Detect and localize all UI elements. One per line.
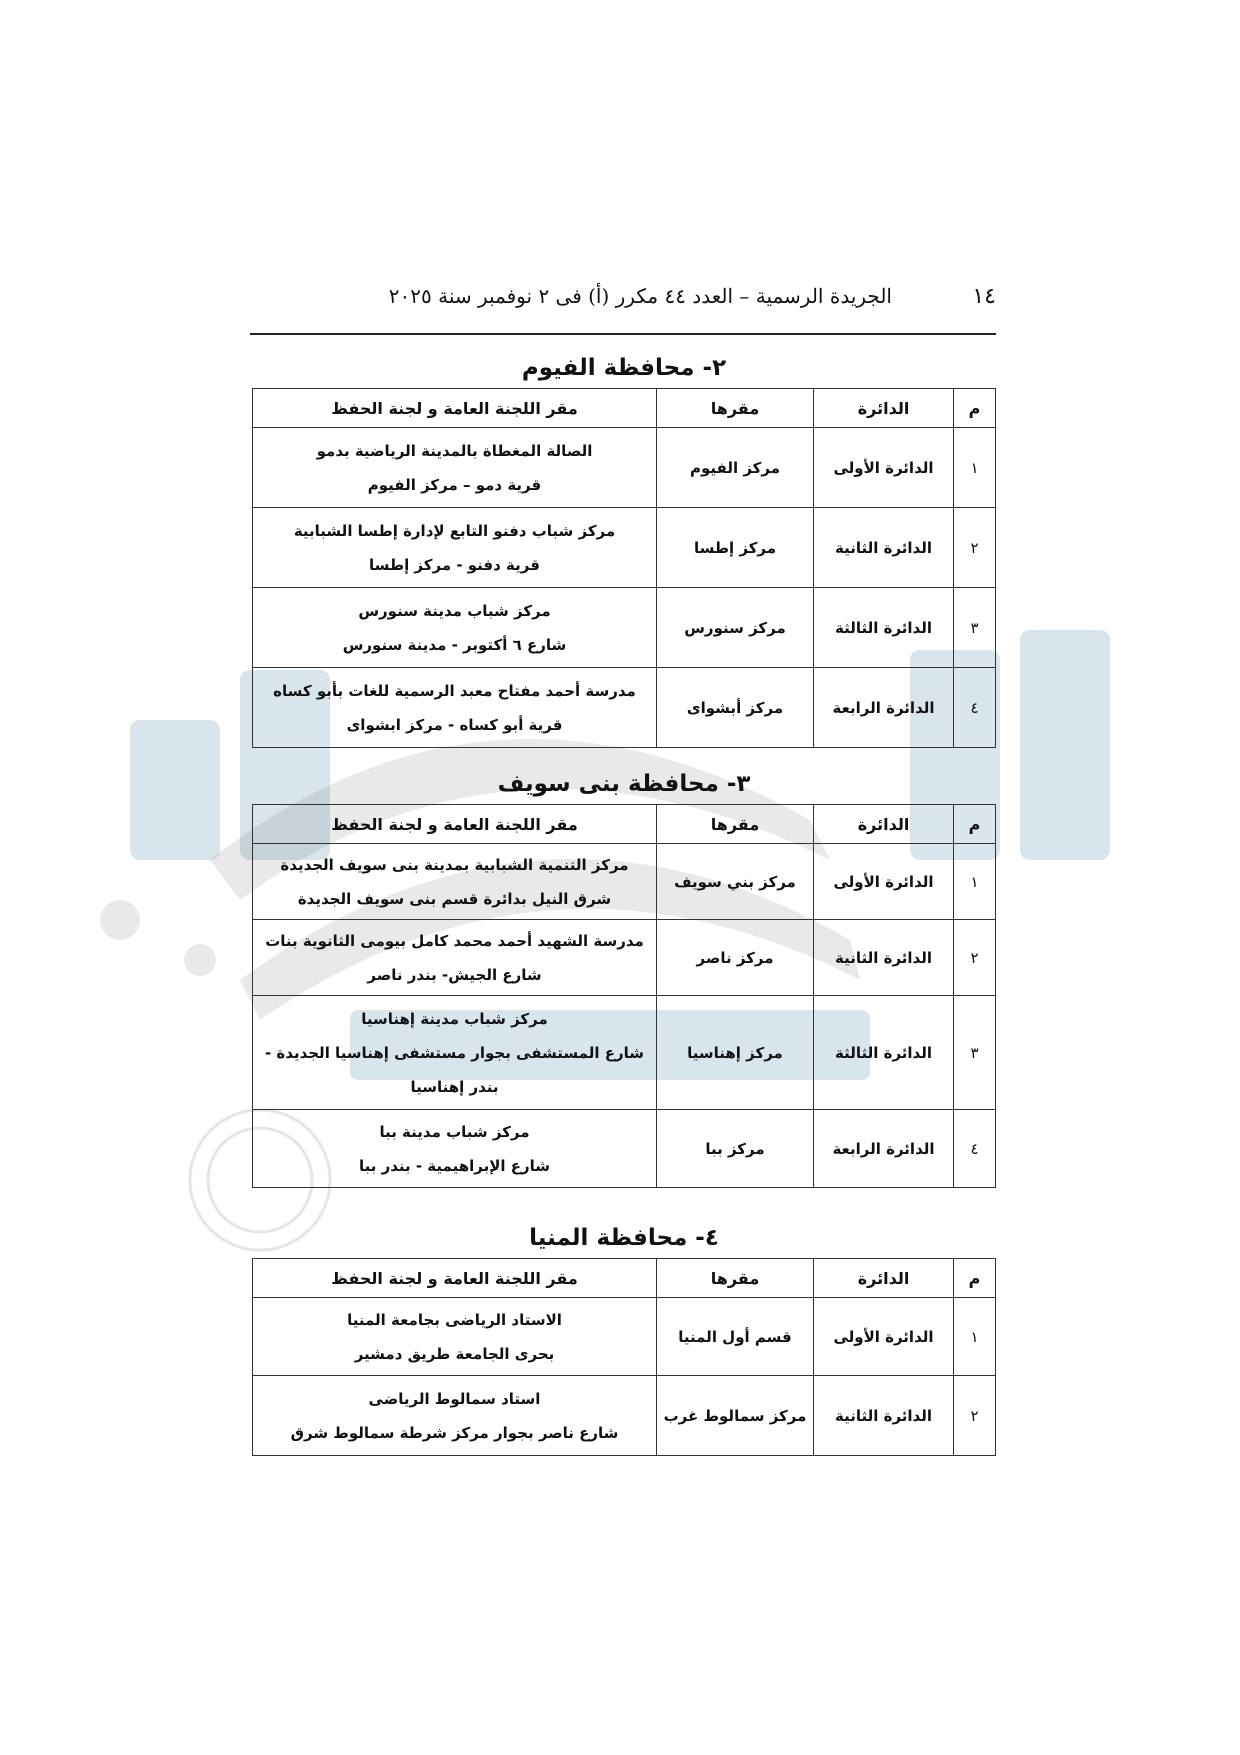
row-committee bbox=[253, 508, 657, 588]
row-committee bbox=[253, 1298, 657, 1376]
section-fayoum bbox=[252, 350, 996, 748]
row-committee bbox=[253, 920, 657, 996]
committee-line: قرية أبو كساه - مركز ابشواى bbox=[346, 715, 563, 734]
col-header-seat: مقرها bbox=[657, 389, 814, 428]
row-num: ٢ bbox=[954, 1376, 996, 1456]
districts-table bbox=[252, 1258, 996, 1456]
districts-table bbox=[252, 804, 996, 1188]
table-row bbox=[253, 996, 996, 1110]
running-title: الجريدة الرسمية – العدد ٤٤ مكرر (أ) فى ٢ نوفمبر سنة ٢٠٢٥ bbox=[388, 284, 892, 308]
committee-line: شارع ٦ أكتوبر - مدينة سنورس bbox=[342, 635, 567, 654]
col-header-committee: مقر اللجنة العامة و لجنة الحفظ bbox=[253, 389, 657, 428]
row-num: ٢ bbox=[954, 920, 996, 996]
row-seat: مركز سمالوط غرب bbox=[657, 1376, 814, 1456]
page-header bbox=[250, 284, 996, 320]
section-beni-suef bbox=[252, 766, 996, 1188]
row-district: الدائرة الثانية bbox=[814, 508, 954, 588]
committee-line: شارع المستشفى بجوار مستشفى إهناسيا الجديدة - bbox=[264, 1043, 644, 1062]
committee-line: استاد سمالوط الرياضى bbox=[368, 1389, 541, 1408]
row-district: الدائرة الثانية bbox=[814, 920, 954, 996]
row-committee bbox=[253, 844, 657, 920]
table-row bbox=[253, 844, 996, 920]
page-number: ١٤ bbox=[972, 284, 996, 309]
row-num: ١ bbox=[954, 1298, 996, 1376]
table-row bbox=[253, 508, 996, 588]
committee-line: مركز شباب مدينة إهناسيا bbox=[361, 1009, 548, 1028]
row-num: ٤ bbox=[954, 668, 996, 748]
table-header-row bbox=[253, 389, 996, 428]
committee-line: مركز شباب مدينة ببا bbox=[379, 1122, 530, 1141]
table-header-row bbox=[253, 1259, 996, 1298]
committee-line: الصالة المغطاة بالمدينة الرياضية بدمو bbox=[316, 441, 593, 460]
row-seat: مركز إطسا bbox=[657, 508, 814, 588]
col-header-district: الدائرة bbox=[814, 389, 954, 428]
committee-line: شرق النيل بدائرة قسم بنى سويف الجديدة bbox=[297, 889, 612, 908]
row-committee bbox=[253, 428, 657, 508]
section-minya bbox=[252, 1220, 996, 1456]
table-row bbox=[253, 1110, 996, 1188]
committee-line: قرية دفنو - مركز إطسا bbox=[369, 555, 540, 574]
row-committee bbox=[253, 1110, 657, 1188]
row-committee bbox=[253, 996, 657, 1110]
committee-line: قرية دمو – مركز الفيوم bbox=[367, 475, 542, 494]
row-district: الدائرة الأولى bbox=[814, 1298, 954, 1376]
table-row bbox=[253, 588, 996, 668]
col-header-committee: مقر اللجنة العامة و لجنة الحفظ bbox=[253, 805, 657, 844]
row-num: ٤ bbox=[954, 1110, 996, 1188]
committee-line: مركز شباب دفنو التابع لإدارة إطسا الشبابية bbox=[293, 521, 616, 540]
row-seat: مركز الفيوم bbox=[657, 428, 814, 508]
row-seat: مركز بني سويف bbox=[657, 844, 814, 920]
row-num: ٣ bbox=[954, 996, 996, 1110]
col-header-seat: مقرها bbox=[657, 805, 814, 844]
row-seat: مركز ناصر bbox=[657, 920, 814, 996]
committee-line: شارع الإبراهيمية - بندر ببا bbox=[358, 1156, 551, 1175]
row-num: ١ bbox=[954, 428, 996, 508]
row-district: الدائرة الرابعة bbox=[814, 668, 954, 748]
table-row bbox=[253, 668, 996, 748]
row-district: الدائرة الأولى bbox=[814, 844, 954, 920]
table-row bbox=[253, 428, 996, 508]
section-title: ٣- محافظة بنى سويف bbox=[497, 771, 751, 797]
row-committee bbox=[253, 1376, 657, 1456]
row-seat: مركز سنورس bbox=[657, 588, 814, 668]
row-committee bbox=[253, 668, 657, 748]
districts-table bbox=[252, 388, 996, 748]
section-title: ٢- محافظة الفيوم bbox=[521, 355, 727, 381]
header-divider bbox=[250, 333, 996, 335]
col-header-district: الدائرة bbox=[814, 1259, 954, 1298]
committee-line: مدرسة الشهيد أحمد محمد كامل بيومى الثانوية بنات bbox=[265, 931, 644, 950]
table-row bbox=[253, 1376, 996, 1456]
row-seat: مركز ببا bbox=[657, 1110, 814, 1188]
col-header-num: م bbox=[954, 1259, 996, 1298]
committee-line: مركز شباب مدينة سنورس bbox=[358, 601, 551, 620]
committee-line: بندر إهناسيا bbox=[410, 1077, 499, 1096]
row-district: الدائرة الأولى bbox=[814, 428, 954, 508]
col-header-district: الدائرة bbox=[814, 805, 954, 844]
table-row bbox=[253, 920, 996, 996]
committee-line: شارع ناصر بجوار مركز شرطة سمالوط شرق bbox=[290, 1423, 619, 1442]
row-district: الدائرة الرابعة bbox=[814, 1110, 954, 1188]
committee-line: مدرسة أحمد مفتاح معبد الرسمية للغات بأبو كساه bbox=[273, 681, 636, 700]
row-num: ٣ bbox=[954, 588, 996, 668]
row-seat: مركز إهناسيا bbox=[657, 996, 814, 1110]
col-header-num: م bbox=[954, 805, 996, 844]
row-district: الدائرة الثانية bbox=[814, 1376, 954, 1456]
committee-line: بحرى الجامعة طريق دمشير bbox=[354, 1344, 555, 1363]
table-row bbox=[253, 1298, 996, 1376]
committee-line: مركز التنمية الشبابية بمدينة بنى سويف الجديدة bbox=[280, 855, 629, 874]
section-title: ٤- محافظة المنيا bbox=[529, 1225, 719, 1251]
col-header-committee: مقر اللجنة العامة و لجنة الحفظ bbox=[253, 1259, 657, 1298]
committee-line: الاستاد الرياضى بجامعة المنيا bbox=[347, 1310, 562, 1329]
row-num: ١ bbox=[954, 844, 996, 920]
committee-line: شارع الجيش- بندر ناصر bbox=[367, 965, 542, 984]
row-seat: قسم أول المنيا bbox=[657, 1298, 814, 1376]
row-committee bbox=[253, 588, 657, 668]
row-district: الدائرة الثالثة bbox=[814, 996, 954, 1110]
row-district: الدائرة الثالثة bbox=[814, 588, 954, 668]
col-header-seat: مقرها bbox=[657, 1259, 814, 1298]
col-header-num: م bbox=[954, 389, 996, 428]
table-header-row bbox=[253, 805, 996, 844]
row-num: ٢ bbox=[954, 508, 996, 588]
row-seat: مركز أبشواى bbox=[657, 668, 814, 748]
